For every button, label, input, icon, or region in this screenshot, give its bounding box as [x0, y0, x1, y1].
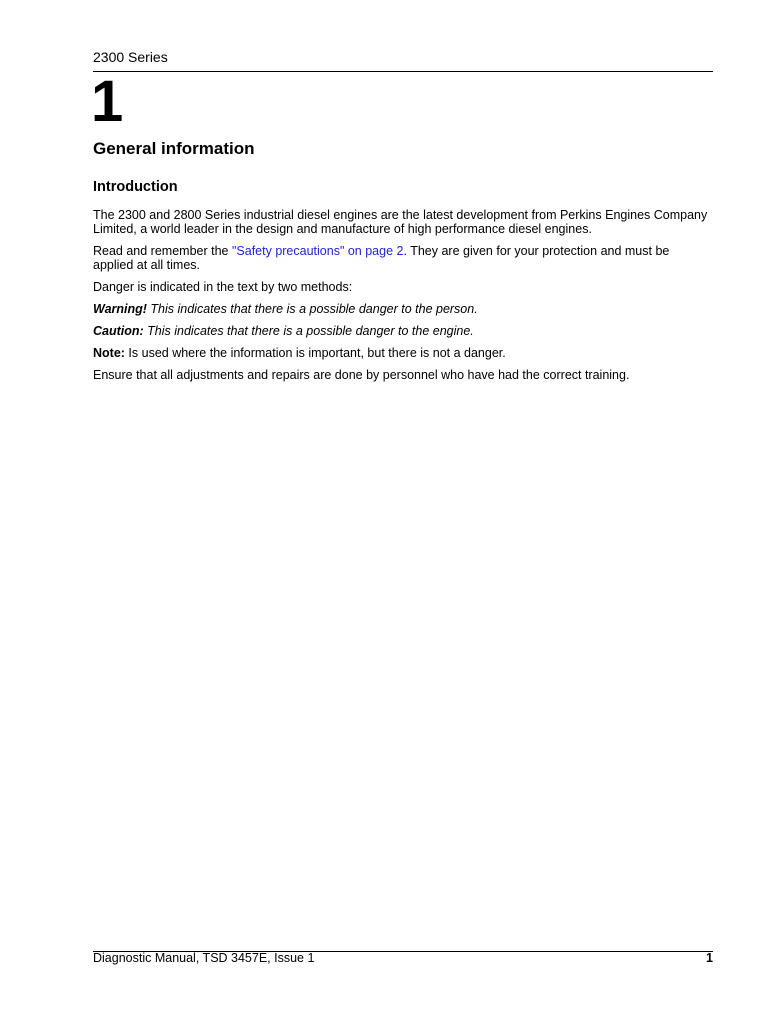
warning-label: Warning! — [93, 302, 147, 316]
warning-text: This indicates that there is a possible danger to the person. — [146, 302, 478, 316]
section-title: Introduction — [93, 179, 178, 195]
note-text: Is used where the information is important, but there is not a danger. — [124, 346, 506, 360]
document-page — [93, 0, 713, 1024]
note-label: Note: — [93, 346, 125, 360]
footer-page-number: 1 — [706, 951, 713, 965]
paragraph-danger-methods: Danger is indicated in the text by two methods: — [93, 280, 353, 294]
running-header: 2300 Series — [93, 49, 168, 65]
paragraph-safety — [93, 244, 713, 272]
paragraph-intro: The 2300 and 2800 Series industrial diesel engines are the latest development from Perkins Engines Company Limited, a world leader in the design and manufacture of high performance diesel engines. — [93, 208, 708, 236]
body-text — [93, 208, 713, 390]
paragraph-warning — [93, 302, 713, 316]
safety-precautions-link[interactable]: "Safety precautions" on page 2 — [231, 244, 404, 258]
safety-text-after: . They are given for your protection and must be applied at all times. — [93, 244, 670, 272]
safety-text-before: Read and remember the — [93, 244, 232, 258]
paragraph-caution — [93, 324, 713, 338]
caution-label: Caution: — [93, 324, 144, 338]
chapter-title: General information — [93, 139, 255, 158]
caution-text: This indicates that there is a possible danger to the engine. — [143, 324, 474, 338]
footer-manual-title: Diagnostic Manual, TSD 3457E, Issue 1 — [93, 951, 315, 965]
chapter-number: 1 — [91, 69, 124, 134]
paragraph-note — [93, 346, 713, 360]
paragraph-training: Ensure that all adjustments and repairs are done by personnel who have had the correct training. — [93, 368, 630, 382]
header-rule — [93, 71, 713, 72]
